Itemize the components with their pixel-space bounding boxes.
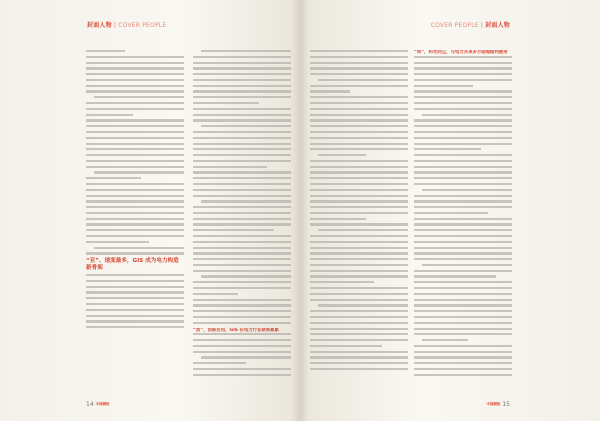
text-line	[414, 79, 512, 81]
text-line	[86, 320, 184, 322]
text-line	[193, 316, 291, 318]
text-line	[310, 125, 408, 127]
text-line	[310, 368, 408, 370]
text-line	[86, 160, 184, 162]
text-line	[414, 177, 512, 179]
text-line	[86, 79, 184, 81]
text-line	[86, 195, 184, 197]
text-line	[86, 114, 133, 116]
text-line	[310, 200, 408, 202]
text-line	[310, 183, 408, 185]
text-line	[86, 297, 184, 299]
page-number-text: 15	[502, 401, 510, 408]
text-line	[310, 310, 408, 312]
text-line	[86, 235, 184, 237]
magazine-mark: 中国测绘	[95, 402, 110, 406]
text-line	[414, 275, 496, 277]
text-line	[193, 229, 274, 231]
text-line	[310, 177, 408, 179]
text-line	[86, 108, 184, 110]
text-line	[193, 148, 291, 150]
text-line	[86, 154, 184, 156]
text-line	[193, 310, 291, 312]
subheading: “亚”、速度最多，GIS 成为电力构造新骨架	[86, 258, 179, 272]
text-line	[86, 241, 149, 243]
text-line	[86, 143, 184, 145]
text-line	[414, 241, 512, 243]
page-number	[86, 401, 110, 408]
text-line	[86, 326, 184, 328]
text-line	[310, 247, 408, 249]
text-line	[310, 356, 408, 358]
text-line	[193, 287, 291, 289]
text-line	[86, 50, 125, 52]
text-line	[310, 137, 408, 139]
header-cn: 封面人物	[87, 22, 112, 29]
text-line	[193, 85, 291, 87]
text-line	[414, 374, 512, 376]
text-line	[193, 189, 291, 191]
page-number-text: 14	[86, 401, 94, 408]
text-line	[310, 67, 408, 69]
text-line	[414, 304, 512, 306]
text-line	[414, 281, 512, 283]
text-line	[310, 102, 408, 104]
text-line	[86, 200, 184, 202]
text-line	[414, 218, 512, 220]
text-line	[201, 275, 291, 277]
text-line	[414, 270, 512, 272]
section-header	[431, 20, 510, 29]
text-line	[310, 223, 408, 225]
text-line	[193, 374, 291, 376]
text-line	[414, 206, 512, 208]
text-line	[414, 333, 512, 335]
text-line	[310, 293, 408, 295]
text-line	[86, 73, 184, 75]
text-line	[86, 166, 184, 168]
text-line	[94, 96, 184, 98]
text-line	[310, 339, 408, 341]
text-line	[193, 79, 291, 81]
text-line	[414, 108, 512, 110]
text-line	[310, 270, 408, 272]
text-line	[193, 96, 291, 98]
text-line	[414, 368, 512, 370]
text-line	[310, 195, 408, 197]
text-line	[310, 85, 408, 87]
text-line	[86, 137, 184, 139]
text-line	[193, 322, 291, 324]
text-line	[86, 218, 184, 220]
text-line	[310, 206, 408, 208]
text-line	[86, 148, 184, 150]
text-line	[310, 56, 408, 58]
text-line	[414, 235, 512, 237]
text-line	[310, 316, 408, 318]
text-line	[414, 223, 512, 225]
text-line	[310, 119, 408, 121]
text-line	[193, 62, 291, 64]
text-line	[422, 339, 468, 341]
text-line	[193, 258, 291, 260]
text-line	[414, 287, 512, 289]
text-line	[193, 195, 291, 197]
text-line	[310, 148, 408, 150]
text-line	[414, 160, 512, 162]
text-line	[193, 67, 291, 69]
page-number	[486, 401, 510, 408]
text-line	[310, 299, 408, 301]
text-line	[422, 264, 512, 266]
text-line	[310, 264, 408, 266]
text-line	[193, 102, 259, 104]
text-line	[318, 304, 408, 306]
subheading: “加”、创新应用，GIS 在电力行业硕果累累	[193, 327, 279, 333]
text-line	[414, 148, 481, 150]
text-line	[86, 189, 184, 191]
text-line	[86, 102, 184, 104]
text-line	[414, 247, 512, 249]
text-line	[193, 304, 291, 306]
text-line	[193, 73, 291, 75]
text-line	[193, 252, 291, 254]
text-line	[86, 229, 184, 231]
text-line	[310, 328, 408, 330]
text-line	[310, 258, 408, 260]
text-line	[193, 160, 291, 162]
text-column	[414, 50, 512, 386]
text-line	[86, 85, 184, 87]
subheading: “和”，和光同尘，与电力共享多方面超级利服务	[414, 50, 508, 55]
text-line	[193, 108, 291, 110]
text-line	[193, 368, 291, 370]
text-line	[86, 90, 184, 92]
text-line	[414, 143, 512, 145]
text-line	[318, 79, 408, 81]
text-line	[310, 143, 408, 145]
text-line	[310, 62, 408, 64]
text-line	[310, 322, 408, 324]
header-en: COVER PEOPLE	[430, 22, 479, 29]
text-line	[86, 223, 184, 225]
text-line	[414, 131, 512, 133]
text-line	[193, 166, 267, 168]
text-line	[414, 62, 512, 64]
text-line	[310, 281, 374, 283]
text-line	[310, 218, 366, 220]
header-cn: 封面人物	[485, 22, 510, 29]
text-line	[193, 339, 291, 341]
text-line	[193, 333, 291, 335]
section-header	[87, 20, 166, 29]
text-line	[414, 345, 512, 347]
text-line	[193, 281, 291, 283]
text-line	[193, 119, 291, 121]
text-line	[193, 351, 291, 353]
text-line	[86, 119, 184, 121]
text-line	[310, 241, 408, 243]
text-line	[414, 154, 512, 156]
text-line	[193, 247, 291, 249]
text-line	[414, 252, 512, 254]
header-en: COVER PEOPLE	[118, 22, 167, 29]
text-line	[414, 96, 512, 98]
text-column	[86, 50, 184, 386]
text-line	[193, 171, 291, 173]
text-line	[86, 206, 184, 208]
text-line	[414, 299, 512, 301]
text-line	[414, 125, 512, 127]
text-line	[193, 90, 291, 92]
text-line	[193, 264, 291, 266]
header-separator: |	[111, 22, 119, 29]
text-line	[193, 143, 291, 145]
text-line	[310, 345, 382, 347]
text-line	[310, 212, 408, 214]
text-line	[414, 166, 512, 168]
text-line	[414, 351, 512, 353]
text-line	[310, 275, 408, 277]
text-line	[414, 67, 512, 69]
text-line	[414, 328, 512, 330]
text-line	[193, 223, 291, 225]
text-line	[86, 67, 184, 69]
text-line	[86, 303, 184, 305]
text-line	[310, 114, 408, 116]
text-line	[310, 287, 408, 289]
text-line	[414, 171, 512, 173]
text-line	[414, 85, 473, 87]
text-line	[193, 137, 291, 139]
text-line	[310, 362, 408, 364]
text-line	[310, 171, 408, 173]
text-line	[86, 131, 184, 133]
text-line	[193, 114, 291, 116]
text-line	[310, 166, 408, 168]
text-line	[414, 119, 512, 121]
text-line	[201, 200, 291, 202]
text-line	[310, 50, 408, 52]
text-line	[422, 189, 512, 191]
text-line	[94, 247, 184, 249]
text-line	[86, 274, 184, 276]
text-line	[414, 212, 488, 214]
text-line	[414, 102, 512, 104]
text-column	[193, 50, 291, 386]
text-line	[193, 177, 291, 179]
text-line	[414, 362, 512, 364]
text-line	[86, 62, 184, 64]
text-line	[414, 183, 512, 185]
text-line	[414, 258, 512, 260]
text-line	[414, 356, 512, 358]
text-line	[86, 280, 184, 282]
text-line	[86, 177, 141, 179]
text-line	[193, 131, 291, 133]
text-line	[310, 90, 350, 92]
text-line	[414, 316, 512, 318]
text-line	[86, 286, 184, 288]
text-line	[193, 293, 238, 295]
text-line	[193, 362, 246, 364]
text-line	[414, 322, 512, 324]
text-line	[310, 108, 408, 110]
text-line	[414, 73, 512, 75]
text-line	[318, 229, 408, 231]
text-line	[86, 56, 184, 58]
text-line	[414, 56, 512, 58]
text-line	[193, 299, 291, 301]
text-line	[310, 189, 408, 191]
text-line	[414, 195, 512, 197]
text-line	[201, 125, 291, 127]
magazine-mark: 中国测绘	[486, 402, 501, 406]
text-line	[310, 252, 408, 254]
text-line	[193, 206, 291, 208]
text-line	[310, 235, 408, 237]
text-line	[422, 114, 512, 116]
text-line	[310, 351, 408, 353]
text-line	[193, 154, 291, 156]
text-line	[310, 96, 408, 98]
text-line	[414, 200, 512, 202]
text-line	[414, 293, 512, 295]
text-line	[193, 241, 291, 243]
text-line	[201, 356, 291, 358]
text-line	[310, 333, 408, 335]
text-line	[414, 310, 512, 312]
text-line	[94, 171, 184, 173]
text-line	[193, 56, 291, 58]
text-line	[193, 218, 291, 220]
text-line	[193, 183, 291, 185]
text-line	[193, 270, 291, 272]
text-line	[201, 50, 291, 52]
text-line	[193, 235, 291, 237]
right-page	[300, 0, 600, 421]
text-line	[414, 229, 512, 231]
text-line	[193, 345, 291, 347]
text-line	[86, 252, 184, 254]
text-line	[310, 131, 408, 133]
text-line	[414, 137, 512, 139]
text-line	[86, 315, 184, 317]
text-line	[86, 125, 184, 127]
text-line	[193, 212, 291, 214]
text-line	[86, 291, 184, 293]
text-column	[310, 50, 408, 386]
text-line	[86, 212, 184, 214]
text-line	[310, 73, 408, 75]
text-line	[86, 183, 184, 185]
header-separator: |	[478, 22, 486, 29]
text-line	[310, 160, 408, 162]
text-line	[318, 154, 366, 156]
text-line	[86, 309, 184, 311]
text-line	[414, 90, 512, 92]
